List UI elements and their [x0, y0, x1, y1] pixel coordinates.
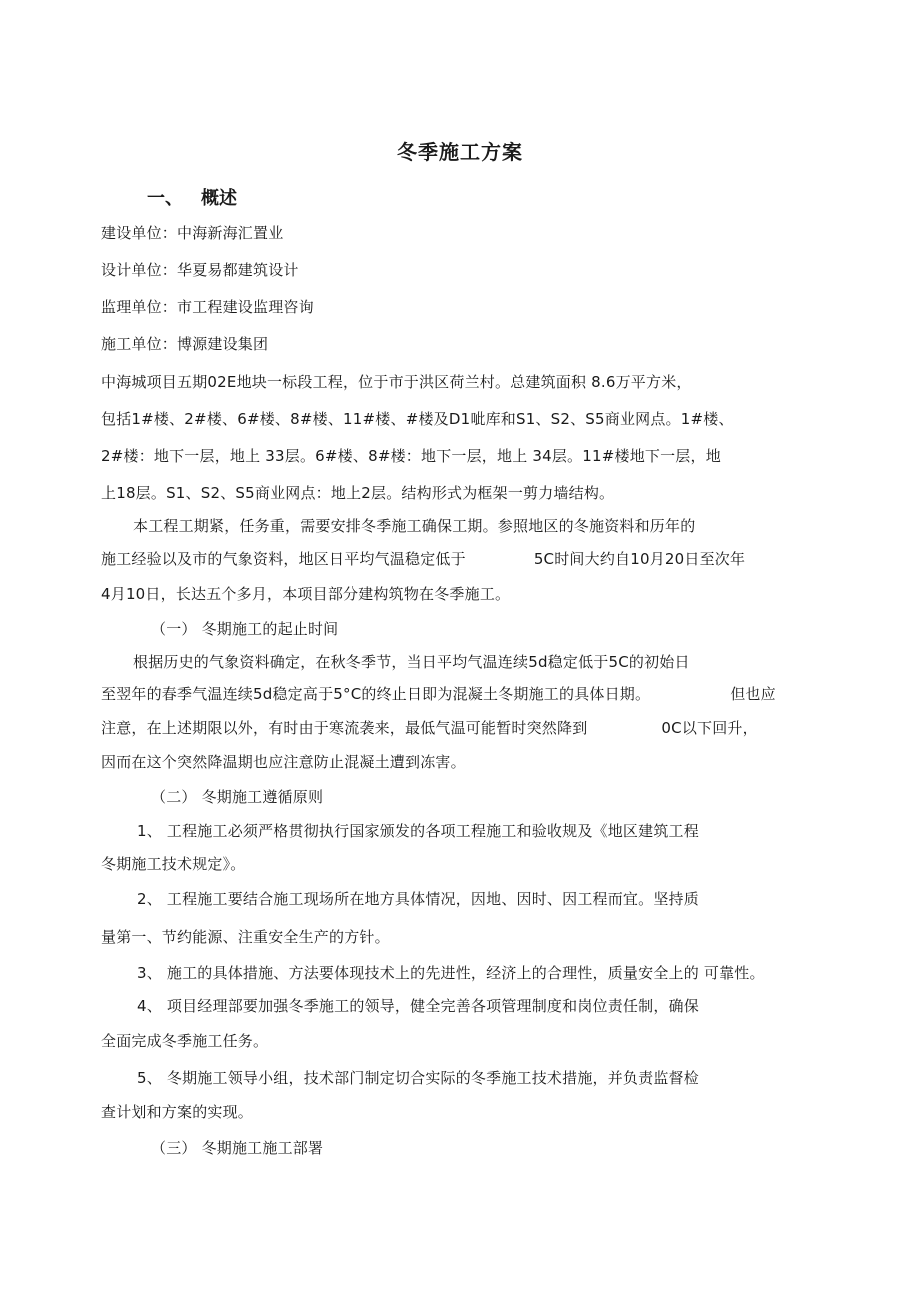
paragraph-fragment: 5C时间大约自10月20日至次年	[533, 550, 746, 568]
overview-line: 包括1#楼、2#楼、6#楼、8#楼、11#楼、#楼及D1呲库和S1、S2、S5商业网点。1#楼、	[101, 410, 734, 428]
info-line-supervisor: 监理单位：市工程建设监理咨询	[101, 298, 314, 316]
section-number: 一、	[147, 188, 183, 209]
document-title: 冬季施工方案	[397, 140, 523, 164]
subsection-heading-2: （二） 冬期施工遵循原则	[151, 788, 324, 806]
principle-item-continued: 全面完成冬季施工任务。	[101, 1032, 269, 1050]
subsection-heading-3: （三） 冬期施工施工部署	[151, 1139, 324, 1157]
paragraph-fragment: 0C以下回升，	[661, 719, 758, 737]
paragraph-line	[101, 548, 745, 570]
paragraph-fragment: 注意，在上述期限以外，有时由于寒流袭来，最低气温可能暂时突然降到	[101, 719, 588, 737]
principle-item: 3、 施工的具体措施、方法要体现技术上的先进性，经济上的合理性，质量安全上的 可靠性。	[137, 964, 765, 982]
principle-item: 2、 工程施工要结合施工现场所在地方具体情况，因地、因时、因工程而宜。坚持质	[137, 890, 699, 908]
info-line-owner: 建设单位：中海新海汇置业	[101, 224, 284, 242]
principle-item-continued: 量第一、节约能源、注重安全生产的方针。	[101, 928, 390, 946]
paragraph-fragment: 施工经验以及市的气象资料，地区日平均气温稳定低于	[101, 550, 466, 568]
paragraph-line: 根据历史的气象资料确定，在秋冬季节，当日平均气温连续5d稳定低于5C的初始日	[133, 653, 690, 671]
paragraph-line: 本工程工期紧，任务重，需要安排冬季施工确保工期。参照地区的冬施资料和历年的	[133, 517, 696, 535]
principle-item: 5、 冬期施工领导小组，技术部门制定切合实际的冬季施工技术措施，并负责监督检	[137, 1069, 699, 1087]
principle-item-continued: 冬期施工技术规定》。	[101, 855, 246, 873]
paragraph-line: 因而在这个突然降温期也应注意防止混凝土遭到冻害。	[101, 753, 466, 771]
subsection-heading-1: （一） 冬期施工的起止时间	[151, 620, 339, 638]
overview-line: 2#楼：地下一层，地上 33层。6#楼、8#楼：地下一层，地上 34层。11#楼地下一层，地	[101, 447, 721, 465]
paragraph-line: 4月10日，长达五个多月，本项目部分建构筑物在冬季施工。	[101, 585, 511, 603]
paragraph-line	[101, 683, 776, 705]
overview-line: 中海城项目五期02E地块一标段工程，位于市于洪区荷兰村。总建筑面积 8.6万平方米，	[101, 373, 692, 391]
paragraph-line	[101, 717, 758, 739]
paragraph-fragment: 但也应	[730, 685, 776, 703]
section-title: 概述	[201, 188, 237, 209]
principle-item-continued: 查计划和方案的实现。	[101, 1103, 254, 1121]
info-line-contractor: 施工单位：博源建设集团	[101, 335, 269, 353]
overview-line: 上18层。S1、S2、S5商业网点：地上2层。结构形式为框架一剪力墙结构。	[101, 484, 615, 502]
principle-item: 1、 工程施工必须严格贯彻执行国家颁发的各项工程施工和验收规及《地区建筑工程	[137, 822, 699, 840]
section-heading	[147, 184, 237, 210]
info-line-designer: 设计单位：华夏易都建筑设计	[101, 261, 299, 279]
paragraph-fragment: 至翌年的春季气温连续5d稳定高于5°C的终止日即为混凝土冬期施工的具体日期。	[101, 685, 651, 703]
principle-item: 4、 项目经理部要加强冬季施工的领导，健全完善各项管理制度和岗位责任制，确保	[137, 997, 699, 1015]
